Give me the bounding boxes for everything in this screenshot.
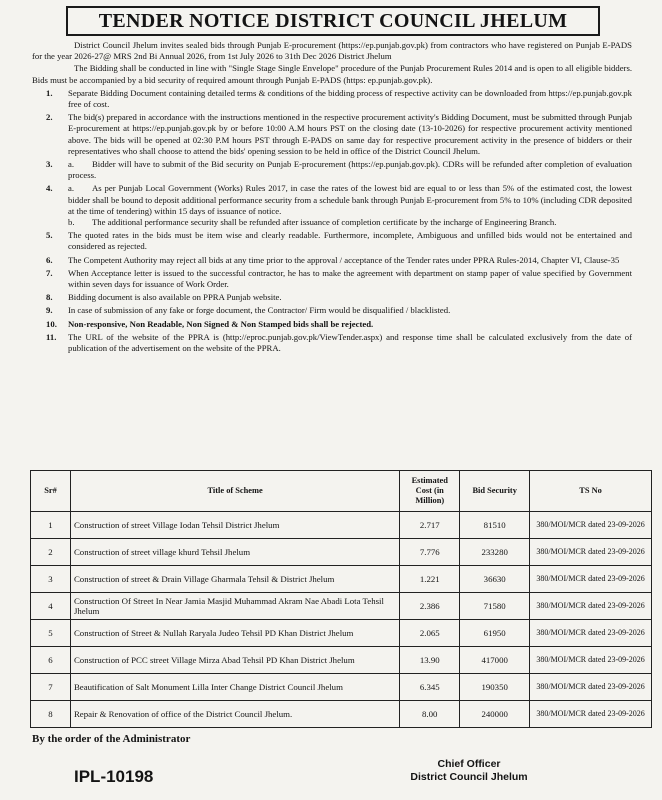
cell-ts: 380/MOI/MCR dated 23-09-2026 <box>530 701 652 728</box>
cell-sr: 6 <box>31 647 71 674</box>
condition-item <box>32 112 632 157</box>
item-number: 1. <box>46 87 53 98</box>
schemes-table <box>30 470 652 728</box>
condition-item <box>32 159 632 181</box>
condition-item <box>32 332 632 354</box>
cell-security: 71580 <box>460 593 530 620</box>
column-header-title: Title of Scheme <box>70 471 399 512</box>
item-text: In case of submission of any fake or forge document, the Contractor/ Firm would be disqualified / blacklisted. <box>68 305 451 316</box>
table-row <box>31 512 652 539</box>
cell-title: Construction of street village khurd Tehsil Jhelum <box>70 539 399 566</box>
signatory-block <box>404 758 534 784</box>
item-text: The Competent Authority may reject all bids at any time prior to the approval / acceptance of the Tender rates under PPRA Rules-2014, Chapter VI, Clause-35 <box>68 254 620 265</box>
cell-cost: 2.717 <box>400 512 460 539</box>
item-text: The URL of the website of the PPRA is (http://eproc.punjab.gov.pk/ViewTender.aspx) and response time shall be calculated exclusively from the date of publication of the advertisement on the website of the PPRA. <box>68 331 632 354</box>
item-number: 2. <box>46 112 53 123</box>
cell-security: 61950 <box>460 620 530 647</box>
cell-cost: 1.221 <box>400 566 460 593</box>
cell-ts: 380/MOI/MCR dated 23-09-2026 <box>530 620 652 647</box>
table-row <box>31 566 652 593</box>
notice-title: TENDER NOTICE DISTRICT COUNCIL JHELUM <box>66 6 600 36</box>
cell-security: 81510 <box>460 512 530 539</box>
column-header-security: Bid Security <box>460 471 530 512</box>
cell-ts: 380/MOI/MCR dated 23-09-2026 <box>530 539 652 566</box>
condition-item <box>32 230 632 252</box>
condition-item <box>32 305 632 316</box>
item-number: 9. <box>46 305 53 316</box>
condition-item <box>32 268 632 290</box>
cell-title: Repair & Renovation of office of the District Council Jhelum. <box>70 701 399 728</box>
table-row <box>31 620 652 647</box>
intro-paragraph: The Bidding shall be conducted in line with "Single Stage Single Envelope" procedure of the Punjab Procurement Rules 2014 and is open to all eligible bidders. Bids must be accompanied by a bid security of required amount through Punjab E-PADS (https: ep.punjab.gov.pk). <box>32 63 632 85</box>
signatory-title: Chief Officer <box>437 758 501 770</box>
item-number: 8. <box>46 292 53 303</box>
item-text: As per Punjab Local Government (Works) Rules 2017, in case the rates of the lowest bid are equal to or less than 5% of the estimated cost, the lowest bidder shall be bound to deposit additional performance security from a schedule bank through Punjab E-procurement from 5% to 10% (including CDR deposited at the time of tendering) within 15 days of issuance of notice. <box>68 183 632 216</box>
item-number: 11. <box>46 331 57 342</box>
signatory-office: District Council Jhelum <box>410 771 528 783</box>
table-row <box>31 674 652 701</box>
item-number: 7. <box>46 267 53 278</box>
cell-cost: 13.90 <box>400 647 460 674</box>
cell-sr: 7 <box>31 674 71 701</box>
cell-security: 240000 <box>460 701 530 728</box>
item-text: Bidder will have to submit of the Bid security on Punjab E-procurement (https://ep.punjab.gov.pk). CDRs will be refunded after completion of evaluation process. <box>68 159 632 181</box>
cell-cost: 6.345 <box>400 674 460 701</box>
cell-ts: 380/MOI/MCR dated 23-09-2026 <box>530 593 652 620</box>
cell-title: Construction Of Street In Near Jamia Masjid Muhammad Akram Nae Abadi Lota Tehsil Jhelum <box>70 593 399 620</box>
cell-title: Construction of street & Drain Village Gharmala Tehsil & District Jhelum <box>70 566 399 593</box>
column-header-sr: Sr# <box>31 471 71 512</box>
cell-security: 36630 <box>460 566 530 593</box>
cell-title: Beautification of Salt Monument Lilla Inter Change District Council Jhelum <box>70 674 399 701</box>
notice-body <box>32 40 632 356</box>
item-text: When Acceptance letter is issued to the successful contractor, he has to make the agreement with department on stamp paper of value specified by Government within seven days for issuance of Work Order. <box>68 267 632 290</box>
order-line: By the order of the Administrator <box>32 733 191 745</box>
column-header-ts: TS No <box>530 471 652 512</box>
item-text: Separate Bidding Document containing detailed terms & conditions of the bidding process of respective activity can be downloaded from https://ep.punjab.gov.pk free of cost. <box>68 87 632 110</box>
item-text: The additional performance security shall be refunded after issuance of completion certificate by the incharge of Engineering Branch. <box>92 217 557 228</box>
cell-ts: 380/MOI/MCR dated 23-09-2026 <box>530 674 652 701</box>
column-header-cost: Estimated Cost (in Million) <box>400 471 460 512</box>
cell-title: Construction of street Village Iodan Tehsil District Jhelum <box>70 512 399 539</box>
item-number: 4. <box>46 183 53 194</box>
item-subclause <box>68 217 632 228</box>
item-number: 5. <box>46 230 53 241</box>
item-sublabel: b. <box>68 217 75 228</box>
cell-sr: 4 <box>31 593 71 620</box>
item-number: 6. <box>46 254 53 265</box>
ipl-number: IPL-10198 <box>74 767 154 786</box>
intro-paragraph: District Council Jhelum invites sealed bids through Punjab E-procurement (https://ep.punjab.gov.pk) from contractors who have registered on Punjab E-PADS for the year 2026-27@ MRS 2nd Bi Annual 2026, from 1st July 2026 to 31th Dec 2026 District Jhelum <box>32 40 632 62</box>
cell-cost: 2.386 <box>400 593 460 620</box>
cell-cost: 2.065 <box>400 620 460 647</box>
condition-item <box>32 88 632 110</box>
cell-sr: 8 <box>31 701 71 728</box>
item-number: 10. <box>46 318 57 329</box>
cell-cost: 7.776 <box>400 539 460 566</box>
table-row <box>31 539 652 566</box>
cell-title: Construction of Street & Nullah Raryala Judeo Tehsil PD Khan District Jhelum <box>70 620 399 647</box>
cell-ts: 380/MOI/MCR dated 23-09-2026 <box>530 566 652 593</box>
condition-item <box>32 319 632 330</box>
cell-sr: 3 <box>31 566 71 593</box>
item-sublabel: a. <box>68 183 75 194</box>
item-text: The quoted rates in the bids must be item wise and clearly readable. Furthermore, incomplete, Ambiguous and unfilled bids would not be entertained and considered as rejected. <box>68 230 632 252</box>
item-text: Bidding document is also available on PPRA Punjab website. <box>68 292 282 303</box>
cell-ts: 380/MOI/MCR dated 23-09-2026 <box>530 647 652 674</box>
cell-security: 233280 <box>460 539 530 566</box>
condition-item <box>32 255 632 266</box>
item-number: 3. <box>46 159 53 170</box>
cell-sr: 2 <box>31 539 71 566</box>
item-sublabel: a. <box>68 159 75 170</box>
table-header-row <box>31 471 652 512</box>
table-row <box>31 701 652 728</box>
cell-security: 417000 <box>460 647 530 674</box>
table-row <box>31 593 652 620</box>
condition-item <box>32 292 632 303</box>
item-text: The bid(s) prepared in accordance with the instructions mentioned in the respective procurement activity's Bidding Document, must be submitted through Punjab E-procurement at https://ep.punjab.gov.pk by or before 10:00 A.M hours PST on the closing date (13-10-2026) for respective procurement activity mentioned above. The bids will be opened at 02:30 P.M hours PST through E-PADS on same day for respective procurement activity in the presence of bidders or their representatives who shall choose to attend the bids' opening session to be held in office of the District Council Jhelum. <box>68 112 632 156</box>
cell-ts: 380/MOI/MCR dated 23-09-2026 <box>530 512 652 539</box>
item-text: Non-responsive, Non Readable, Non Signed & Non Stamped bids shall be rejected. <box>68 318 374 329</box>
condition-item <box>32 183 632 228</box>
cell-cost: 8.00 <box>400 701 460 728</box>
table-row <box>31 647 652 674</box>
cell-sr: 5 <box>31 620 71 647</box>
cell-sr: 1 <box>31 512 71 539</box>
cell-security: 190350 <box>460 674 530 701</box>
conditions-list <box>32 88 632 354</box>
cell-title: Construction of PCC street Village Mirza Abad Tehsil PD Khan District Jhelum <box>70 647 399 674</box>
